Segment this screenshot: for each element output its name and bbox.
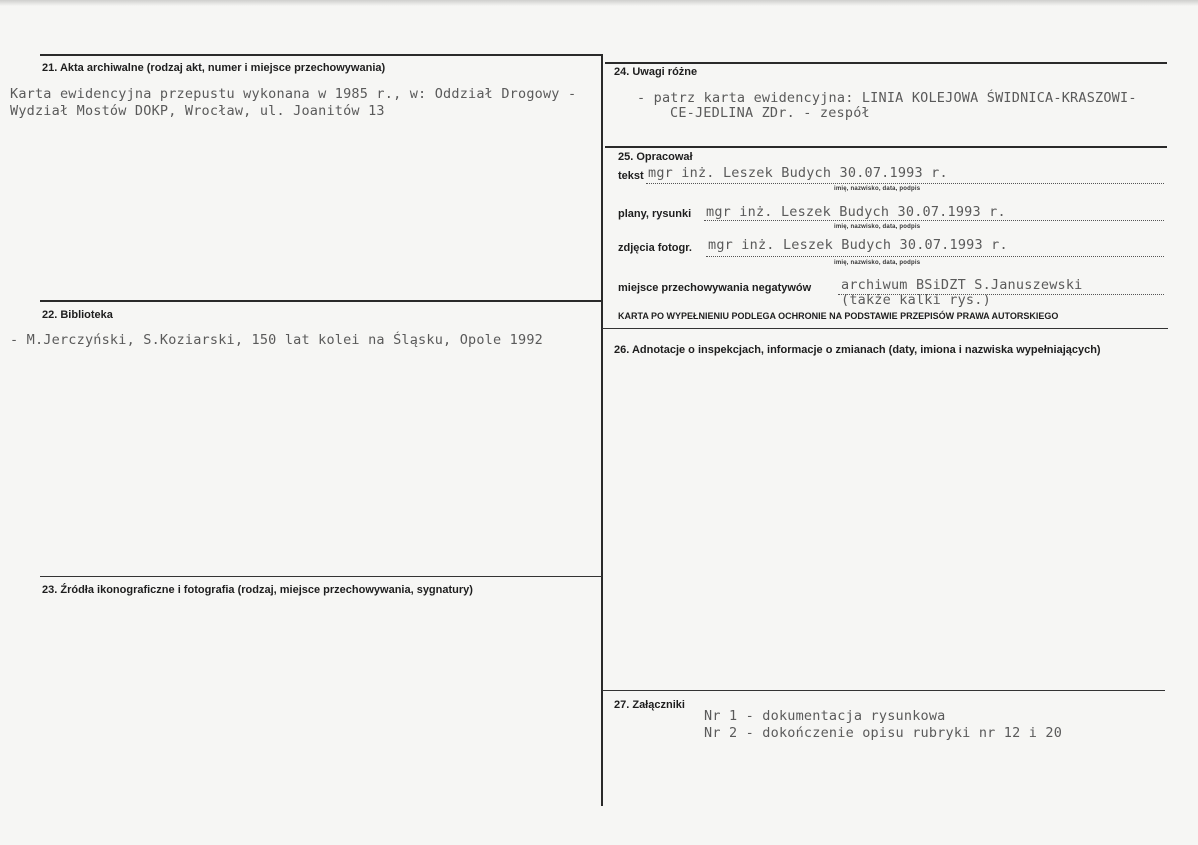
- rule-21-22: [40, 300, 602, 302]
- rule-24-25: [605, 146, 1167, 148]
- zdjecia-value: mgr inż. Leszek Budych 30.07.1993 r.: [708, 237, 1008, 253]
- plany-caption: imię, nazwisko, data, podpis: [834, 224, 921, 230]
- section-22-text-line1: - M.Jerczyński, S.Koziarski, 150 lat kolei na Śląsku, Opole 1992: [10, 332, 543, 348]
- section-24-text-line1: - patrz karta ewidencyjna: LINIA KOLEJOWA ŚWIDNICA-KRASZOWI-: [637, 90, 1137, 106]
- section-24-text-line2: CE-JEDLINA ZDr. - zespół: [670, 105, 870, 121]
- top-rule-left: [40, 54, 602, 56]
- section-21-text-line1: Karta ewidencyjna przepustu wykonana w 1985 r., w: Oddział Drogowy -: [10, 86, 577, 102]
- zdjecia-label: zdjęcia fotogr.: [618, 242, 692, 254]
- rule-26-27: [602, 690, 1165, 691]
- section-22-heading: 22. Biblioteka: [42, 309, 113, 321]
- top-rule-right: [605, 62, 1167, 64]
- section-25-heading: 25. Opracował: [618, 151, 693, 163]
- plany-value: mgr inż. Leszek Budych 30.07.1993 r.: [706, 204, 1006, 220]
- section-27-text-line1: Nr 1 - dokumentacja rysunkowa: [704, 708, 946, 724]
- section-27-text-line2: Nr 2 - dokończenie opisu rubryki nr 12 i 20: [704, 725, 1063, 741]
- plany-label: plany, rysunki: [618, 208, 692, 220]
- rule-25-26: [602, 328, 1168, 329]
- section-21-text-line2: Wydział Mostów DOKP, Wrocław, ul. Joanitów 13: [10, 103, 385, 119]
- tekst-dotline: [646, 183, 1164, 184]
- scan-top-edge: [0, 0, 1198, 6]
- miejsce-label: miejsce przechowywania negatywów: [618, 282, 812, 294]
- copyright-notice: KARTA PO WYPEŁNIENIU PODLEGA OCHRONIE NA PODSTAWIE PRZEPISÓW PRAWA AUTORSKIEGO: [618, 311, 1059, 321]
- zdjecia-caption: imię, nazwisko, data, podpis: [834, 260, 921, 266]
- section-23-heading: 23. Źródła ikonograficzne i fotografia (rodzaj, miejsce przechowywania, sygnatury): [42, 584, 473, 596]
- center-divider: [601, 54, 603, 806]
- tekst-label: tekst: [618, 170, 644, 182]
- plany-dotline: [704, 220, 1164, 221]
- section-24-heading: 24. Uwagi różne: [614, 66, 698, 78]
- rule-22-23: [40, 576, 602, 577]
- miejsce-value-line2: (także kalki rys.): [841, 292, 991, 308]
- miejsce-value-line1: archiwum BSiDZT S.Januszewski: [841, 277, 1083, 293]
- tekst-value: mgr inż. Leszek Budych 30.07.1993 r.: [648, 165, 948, 181]
- zdjecia-dotline: [706, 256, 1164, 257]
- section-21-heading: 21. Akta archiwalne (rodzaj akt, numer i miejsce przechowywania): [42, 62, 386, 74]
- section-26-heading: 26. Adnotacje o inspekcjach, informacje o zmianach (daty, imiona i nazwiska wypełniających): [614, 344, 1101, 356]
- section-27-heading: 27. Załączniki: [614, 699, 685, 711]
- tekst-caption: imię, nazwisko, data, podpis: [834, 186, 921, 192]
